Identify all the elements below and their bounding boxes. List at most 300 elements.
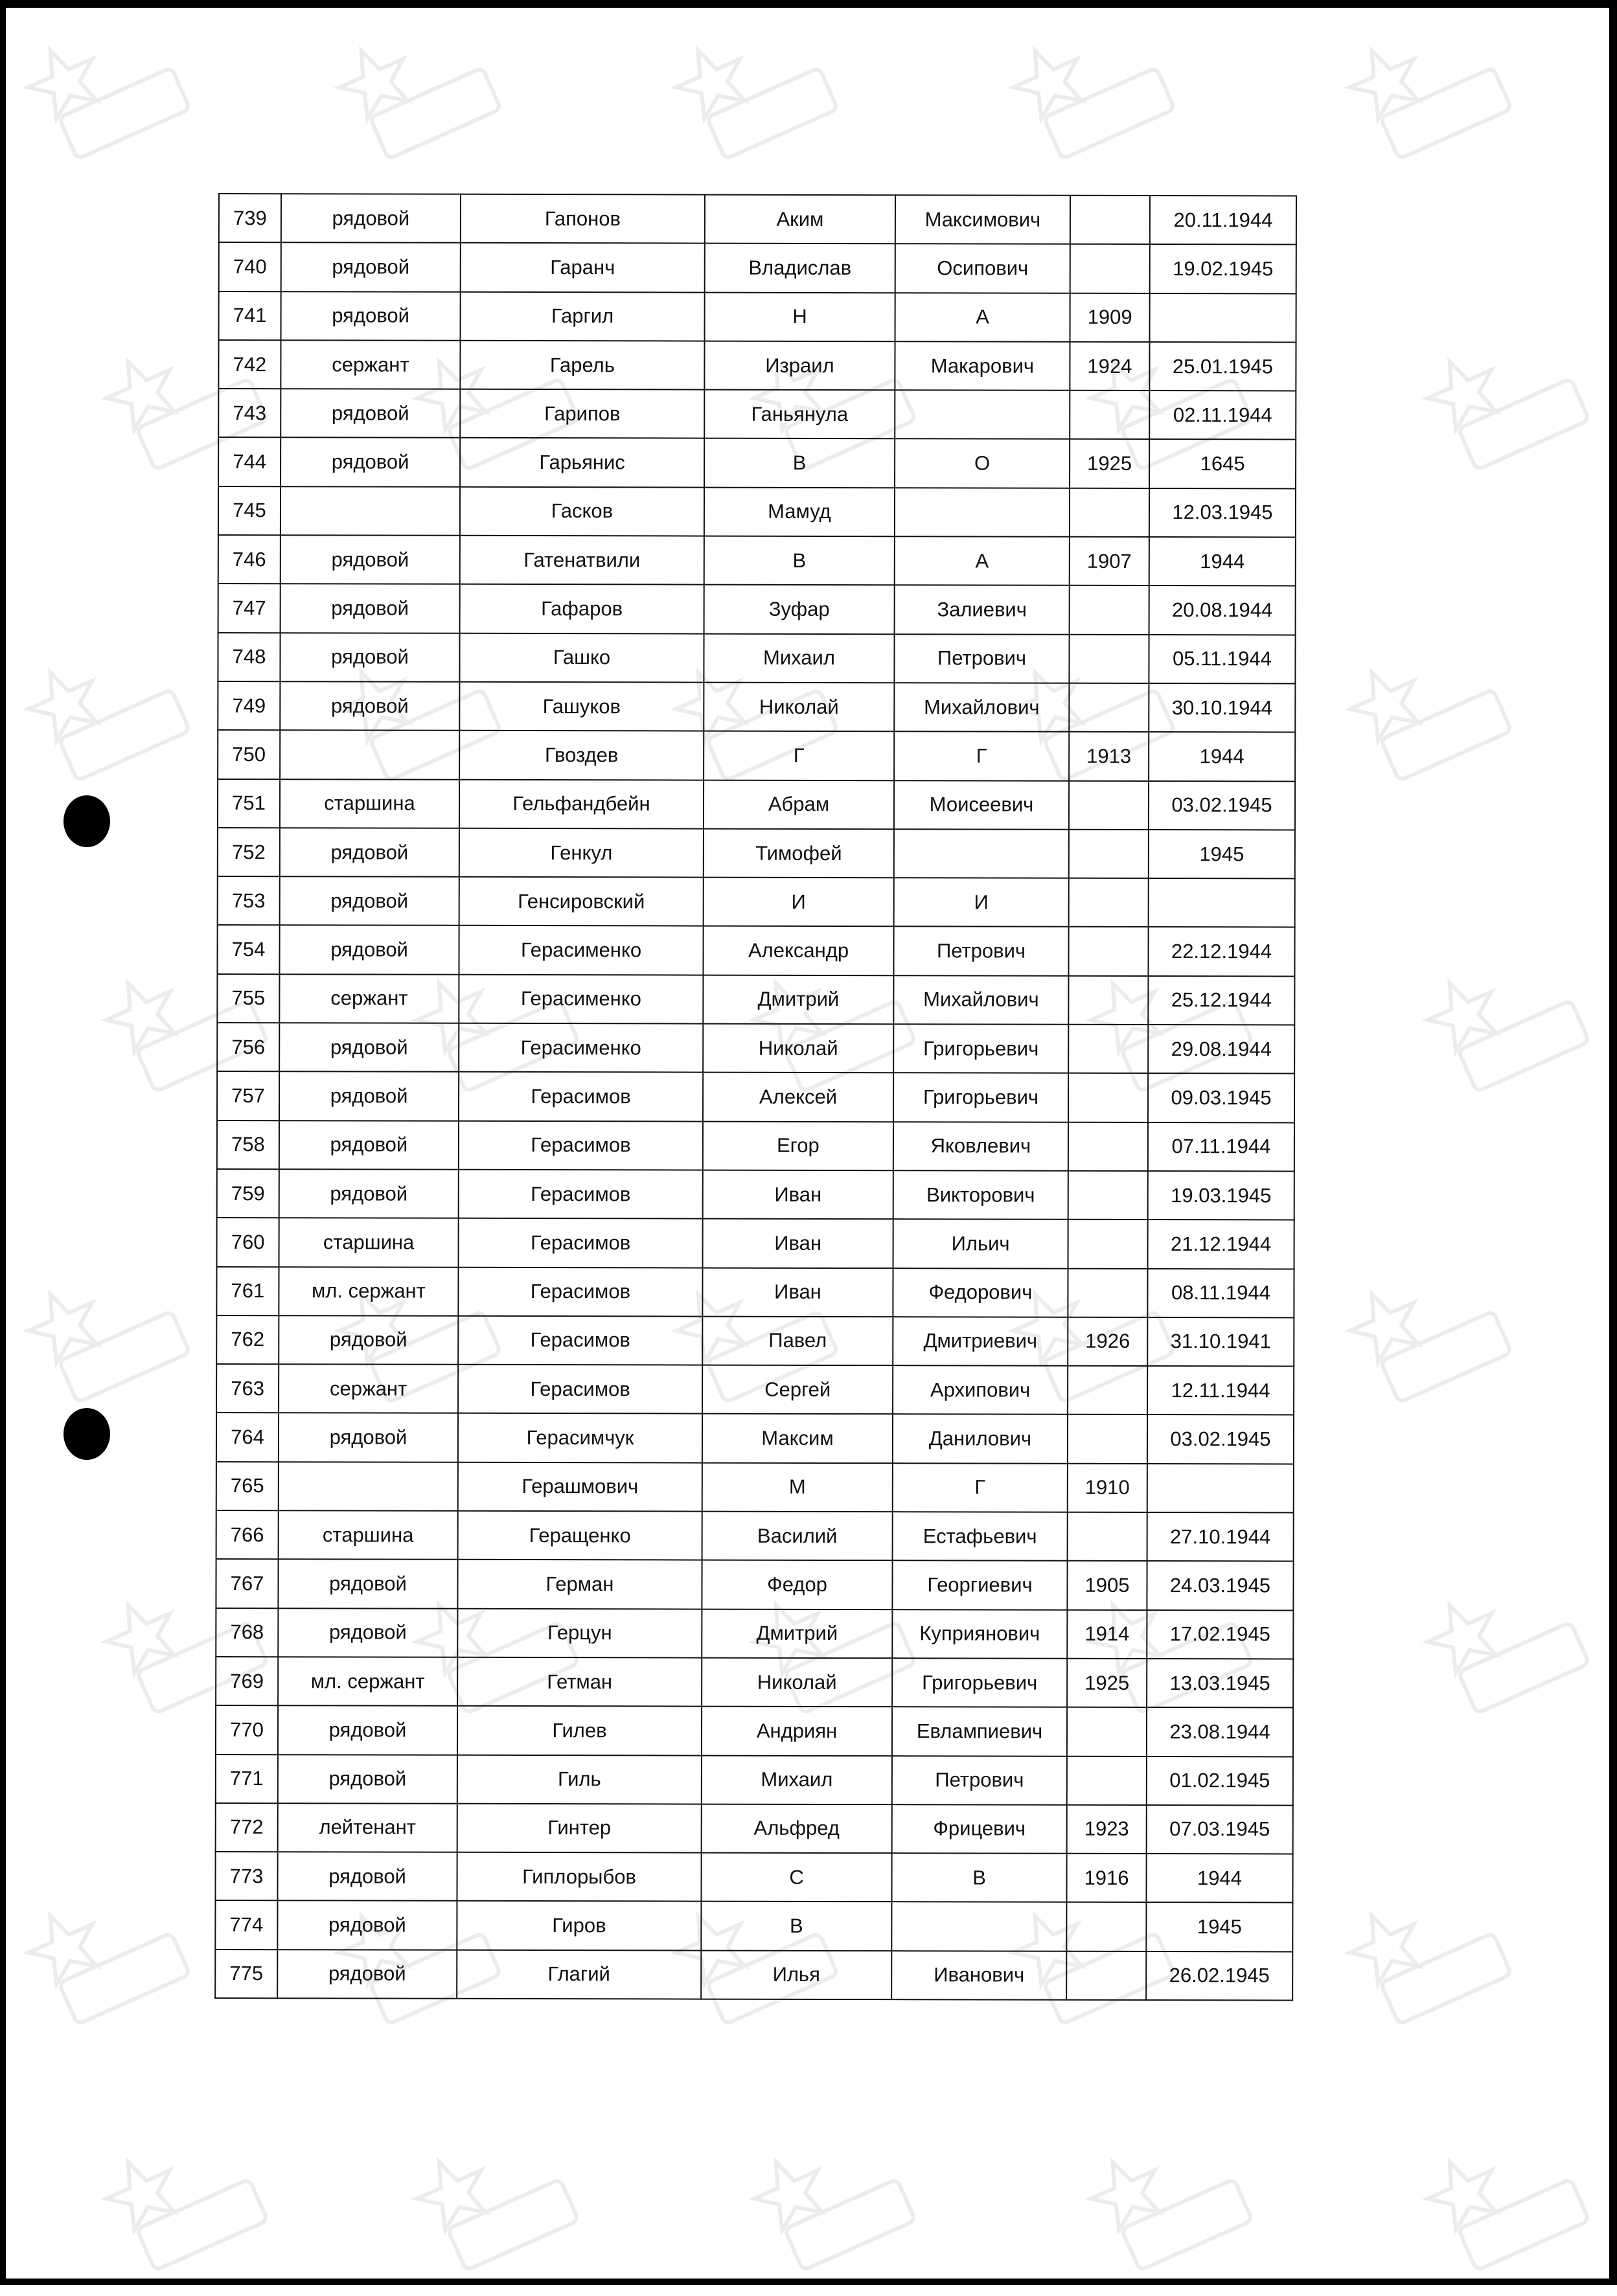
rank-cell (280, 730, 459, 779)
table-row (216, 1462, 1294, 1513)
birth-year-cell: 1926 (1068, 1317, 1147, 1367)
rank-cell: рядовой (278, 1560, 457, 1609)
patronymic-cell (895, 390, 1070, 439)
first-name-cell: И (704, 878, 894, 927)
birth-year-cell: 1925 (1070, 439, 1149, 488)
surname-cell: Герасимов (459, 1072, 703, 1121)
table-row (218, 779, 1295, 830)
surname-cell: Гвоздев (459, 731, 704, 780)
birth-year-cell (1069, 878, 1149, 927)
record-number-cell: 747 (218, 584, 281, 632)
birth-year-cell (1070, 585, 1149, 635)
record-number-cell: 761 (216, 1267, 279, 1315)
table-row (216, 1315, 1294, 1367)
first-name-cell: Г (704, 731, 894, 780)
table-row (217, 1023, 1294, 1074)
table-row (219, 242, 1296, 293)
first-name-cell: Тимофей (704, 828, 894, 878)
date-cell: 1645 (1149, 439, 1296, 488)
date-cell: 17.02.1945 (1147, 1610, 1293, 1659)
record-number-cell: 769 (216, 1657, 278, 1705)
surname-cell: Генкул (459, 828, 704, 878)
record-number-cell: 746 (218, 535, 281, 584)
record-number-cell: 768 (216, 1608, 278, 1657)
birth-year-cell: 1909 (1070, 293, 1150, 342)
first-name-cell: Израил (704, 341, 895, 390)
surname-cell: Герасимов (459, 1218, 703, 1267)
surname-cell: Герасимчук (458, 1413, 702, 1462)
table-row (219, 194, 1296, 245)
first-name-cell: Павел (702, 1316, 893, 1365)
surname-cell: Гатенатвили (460, 536, 704, 585)
date-cell: 19.03.1945 (1148, 1171, 1294, 1220)
birth-year-cell (1070, 391, 1149, 440)
rank-cell: рядовой (279, 1072, 459, 1121)
records-table (214, 193, 1297, 2001)
patronymic-cell: Григорьевич (893, 1073, 1068, 1122)
first-name-cell: Михаил (702, 1755, 892, 1804)
surname-cell: Герцун (457, 1608, 702, 1657)
date-cell: 1944 (1146, 1854, 1292, 1903)
record-number-cell: 762 (216, 1315, 279, 1364)
patronymic-cell: А (895, 536, 1070, 585)
rank-cell: рядовой (277, 1852, 457, 1901)
birth-year-cell (1068, 1122, 1148, 1171)
surname-cell: Гинтер (457, 1804, 702, 1853)
rank-cell: рядовой (280, 876, 459, 926)
first-name-cell: Егор (703, 1121, 893, 1170)
birth-year-cell: 1910 (1068, 1463, 1147, 1512)
rank-cell: старшина (280, 779, 459, 828)
surname-cell: Гасков (460, 487, 704, 536)
surname-cell: Гельфандбейн (459, 779, 704, 828)
surname-cell: Гапонов (461, 194, 705, 244)
birth-year-cell (1068, 927, 1148, 976)
record-number-cell: 757 (217, 1071, 279, 1120)
surname-cell: Геращенко (458, 1511, 702, 1560)
record-number-cell: 745 (218, 486, 281, 535)
surname-cell: Гарипов (460, 389, 704, 438)
record-number-cell: 765 (216, 1462, 279, 1510)
first-name-cell: В (704, 536, 895, 585)
surname-cell: Гарьянис (460, 438, 704, 487)
table-row (215, 1900, 1292, 1951)
surname-cell: Герасименко (459, 975, 703, 1024)
first-name-cell: Дмитрий (702, 1609, 892, 1658)
surname-cell: Герасименко (459, 1023, 703, 1073)
first-name-cell: Зуфар (704, 585, 895, 634)
table-row (218, 730, 1295, 781)
table-row (216, 1413, 1294, 1464)
record-number-cell: 763 (216, 1364, 279, 1413)
record-number-cell: 749 (218, 681, 280, 730)
surname-cell: Гаранч (461, 243, 705, 292)
surname-cell: Гафаров (460, 584, 704, 633)
patronymic-cell: Викторович (893, 1170, 1068, 1220)
birth-year-cell (1070, 196, 1150, 245)
birth-year-cell: 1925 (1067, 1659, 1147, 1708)
first-name-cell: Иван (703, 1219, 893, 1268)
first-name-cell: Андриян (702, 1707, 892, 1756)
record-number-cell: 755 (217, 974, 279, 1023)
birth-year-cell (1068, 976, 1148, 1025)
patronymic-cell: Данилович (893, 1415, 1068, 1464)
patronymic-cell: О (895, 439, 1070, 488)
surname-cell: Гаргил (461, 291, 705, 341)
first-name-cell: Федор (702, 1560, 892, 1609)
table-row (218, 340, 1296, 391)
patronymic-cell (895, 488, 1070, 537)
date-cell: 07.03.1945 (1147, 1805, 1293, 1854)
table-row (216, 1657, 1293, 1708)
surname-cell: Гетман (457, 1657, 702, 1707)
record-number-cell: 751 (218, 779, 280, 828)
date-cell: 1944 (1149, 537, 1296, 586)
patronymic-cell: Михайлович (894, 683, 1069, 732)
rank-cell: рядовой (281, 389, 460, 438)
surname-cell: Гашуков (459, 682, 704, 731)
date-cell: 05.11.1944 (1149, 635, 1295, 684)
first-name-cell: Иван (703, 1170, 893, 1220)
table-row (217, 1218, 1294, 1269)
birth-year-cell: 1916 (1066, 1854, 1146, 1903)
patronymic-cell: Петрович (893, 927, 1068, 976)
surname-cell: Гарель (460, 341, 704, 390)
birth-year-cell (1068, 1220, 1148, 1269)
rank-cell: рядовой (281, 438, 460, 487)
patronymic-cell: Дмитриевич (893, 1317, 1068, 1366)
table-row (218, 828, 1295, 879)
rank-cell: мл. сержант (278, 1657, 457, 1706)
rank-cell: рядовой (277, 1901, 457, 1950)
record-number-cell: 756 (217, 1023, 279, 1071)
table-row (216, 1803, 1293, 1854)
record-number-cell: 754 (217, 925, 279, 973)
table-row (217, 1071, 1294, 1122)
table-row (216, 1754, 1293, 1805)
record-number-cell: 774 (215, 1900, 277, 1949)
record-number-cell: 752 (218, 828, 280, 876)
patronymic-cell: Естафьевич (893, 1512, 1068, 1561)
birth-year-cell: 1907 (1070, 537, 1149, 586)
date-cell: 25.12.1944 (1148, 976, 1294, 1025)
record-number-cell: 764 (216, 1413, 279, 1461)
date-cell: 12.11.1944 (1147, 1366, 1294, 1415)
record-number-cell: 767 (216, 1559, 278, 1608)
rank-cell: рядовой (278, 1705, 457, 1755)
date-cell: 03.02.1945 (1149, 781, 1295, 830)
patronymic-cell: Осипович (895, 244, 1070, 293)
table-row (218, 389, 1296, 440)
first-name-cell: Максим (702, 1414, 893, 1463)
surname-cell: Герасимов (458, 1267, 702, 1316)
date-cell: 08.11.1944 (1147, 1269, 1294, 1318)
first-name-cell: Михаил (704, 633, 894, 683)
rank-cell: рядовой (281, 584, 460, 633)
table-row (216, 1559, 1293, 1610)
birth-year-cell (1068, 1073, 1148, 1122)
first-name-cell: Дмитрий (703, 975, 893, 1024)
surname-cell: Гиплорыбов (457, 1852, 701, 1902)
patronymic-cell: Иванович (891, 1951, 1066, 2000)
rank-cell: старшина (279, 1510, 458, 1560)
first-name-cell: Аким (705, 195, 895, 244)
surname-cell: Герасимов (458, 1316, 702, 1365)
rank-cell: сержант (281, 340, 460, 389)
rank-cell: рядовой (280, 633, 459, 682)
date-cell: 22.12.1944 (1148, 927, 1294, 976)
date-cell: 09.03.1945 (1148, 1073, 1294, 1122)
rank-cell: старшина (279, 1218, 459, 1267)
rank-cell (281, 486, 460, 536)
record-number-cell: 772 (216, 1803, 278, 1852)
birth-year-cell (1068, 1366, 1147, 1415)
rank-cell: рядовой (277, 1949, 457, 1999)
date-cell (1147, 1464, 1294, 1513)
first-name-cell: Владислав (705, 244, 895, 293)
birth-year-cell (1069, 830, 1149, 879)
table-row (216, 1705, 1293, 1756)
record-number-cell: 750 (218, 730, 280, 779)
record-number-cell: 742 (218, 340, 281, 389)
first-name-cell: Алексей (703, 1073, 893, 1122)
first-name-cell: Николай (704, 683, 894, 732)
date-cell: 01.02.1945 (1147, 1756, 1293, 1806)
table-row (215, 1852, 1292, 1903)
patronymic-cell: Ильич (893, 1219, 1068, 1268)
table-row (219, 291, 1296, 343)
table-row (218, 633, 1295, 684)
birth-year-cell (1069, 634, 1149, 683)
date-cell: 03.02.1945 (1147, 1415, 1294, 1464)
rank-cell: рядовой (278, 1608, 457, 1657)
surname-cell: Гилев (457, 1706, 702, 1755)
table-row (218, 876, 1295, 927)
date-cell (1149, 878, 1295, 927)
first-name-cell: В (704, 438, 895, 488)
patronymic-cell: Михайлович (893, 975, 1068, 1025)
table-row (218, 584, 1296, 635)
rank-cell: рядовой (281, 535, 460, 584)
first-name-cell: Альфред (702, 1804, 892, 1853)
patronymic-cell: Г (894, 731, 1069, 780)
date-cell: 24.03.1945 (1147, 1561, 1293, 1610)
birth-year-cell: 1923 (1067, 1805, 1147, 1854)
date-cell: 13.03.1945 (1147, 1659, 1293, 1708)
rank-cell: рядовой (279, 1120, 459, 1170)
first-name-cell: Мамуд (704, 487, 895, 536)
first-name-cell: М (702, 1462, 893, 1512)
first-name-cell: Абрам (704, 780, 894, 829)
date-cell: 20.11.1944 (1150, 196, 1296, 245)
surname-cell: Гашко (459, 633, 704, 682)
date-cell (1150, 293, 1296, 343)
record-number-cell: 775 (215, 1949, 277, 1998)
birth-year-cell: 1914 (1067, 1609, 1147, 1659)
surname-cell: Гиль (457, 1755, 702, 1804)
date-cell: 31.10.1941 (1147, 1317, 1294, 1367)
rank-cell: сержант (279, 974, 459, 1023)
rank-cell: рядовой (279, 1169, 459, 1218)
table-row (217, 1120, 1294, 1172)
date-cell: 12.03.1945 (1149, 488, 1296, 538)
first-name-cell: Николай (702, 1657, 892, 1707)
patronymic-cell: В (891, 1853, 1066, 1902)
record-number-cell: 753 (218, 876, 280, 925)
date-cell: 25.01.1945 (1149, 342, 1296, 391)
birth-year-cell (1066, 1951, 1146, 2000)
birth-year-cell (1068, 1025, 1148, 1074)
date-cell: 07.11.1944 (1148, 1122, 1294, 1172)
table-row (218, 681, 1295, 733)
patronymic-cell: Моисеевич (894, 780, 1069, 830)
table-row (217, 1169, 1294, 1220)
birth-year-cell: 1905 (1067, 1561, 1147, 1610)
patronymic-cell: Федорович (893, 1268, 1068, 1317)
table-row (218, 535, 1296, 586)
date-cell: 1944 (1149, 732, 1295, 781)
record-number-cell: 770 (216, 1705, 278, 1754)
rank-cell: рядовой (279, 1413, 458, 1462)
birth-year-cell (1068, 1512, 1147, 1562)
rank-cell (279, 1462, 458, 1511)
date-cell: 27.10.1944 (1147, 1512, 1294, 1562)
record-number-cell: 760 (217, 1218, 279, 1266)
birth-year-cell (1067, 1756, 1147, 1805)
record-number-cell: 759 (217, 1169, 279, 1218)
patronymic-cell: Григорьевич (892, 1658, 1067, 1707)
rank-cell: рядовой (280, 681, 459, 731)
rank-cell: рядовой (279, 1315, 458, 1365)
rank-cell: лейтенант (278, 1803, 457, 1852)
patronymic-cell: Яковлевич (893, 1122, 1068, 1171)
date-cell: 30.10.1944 (1149, 683, 1295, 733)
first-name-cell: Василий (702, 1512, 893, 1561)
punch-hole (63, 795, 110, 847)
record-number-cell: 773 (215, 1852, 277, 1900)
surname-cell: Герман (457, 1560, 702, 1609)
record-number-cell: 741 (219, 291, 281, 340)
record-number-cell: 758 (217, 1120, 279, 1169)
patronymic-cell: А (895, 293, 1070, 342)
table-row (216, 1267, 1294, 1318)
patronymic-cell: Григорьевич (893, 1024, 1068, 1073)
surname-cell: Глагий (457, 1949, 701, 1999)
birth-year-cell (1070, 244, 1150, 293)
rank-cell: сержант (279, 1364, 458, 1413)
date-cell: 29.08.1944 (1148, 1025, 1294, 1074)
date-cell: 21.12.1944 (1148, 1220, 1294, 1269)
record-number-cell: 740 (219, 242, 281, 291)
birth-year-cell: 1913 (1069, 732, 1149, 781)
first-name-cell: Илья (701, 1950, 891, 1999)
table-row (215, 1949, 1292, 2001)
first-name-cell: Ганьянула (704, 390, 895, 439)
table-row (217, 925, 1294, 976)
table-row (216, 1510, 1294, 1562)
birth-year-cell (1069, 780, 1149, 830)
date-cell: 1945 (1146, 1902, 1292, 1951)
first-name-cell: Сергей (702, 1365, 893, 1415)
rank-cell: рядовой (279, 926, 459, 975)
rank-cell: рядовой (278, 1755, 457, 1804)
birth-year-cell (1069, 683, 1149, 733)
table-row (216, 1364, 1294, 1415)
date-cell: 20.08.1944 (1149, 585, 1296, 635)
record-number-cell: 743 (218, 389, 281, 437)
date-cell: 02.11.1944 (1149, 391, 1296, 440)
patronymic-cell: Георгиевич (892, 1560, 1067, 1609)
surname-cell: Герасимов (459, 1120, 703, 1170)
rank-cell: рядовой (281, 194, 461, 243)
patronymic-cell: Петрович (894, 634, 1069, 683)
patronymic-cell: Г (893, 1463, 1068, 1512)
table-row (218, 486, 1296, 538)
records-table-body (215, 194, 1296, 2000)
table-row (218, 437, 1296, 488)
record-number-cell: 771 (216, 1754, 278, 1802)
surname-cell: Гиров (457, 1901, 701, 1950)
record-number-cell: 739 (219, 194, 281, 242)
patronymic-cell (894, 829, 1069, 878)
first-name-cell: В (701, 1902, 891, 1951)
record-number-cell: 748 (218, 633, 280, 681)
rank-cell: рядовой (281, 242, 461, 291)
surname-cell: Герашмович (458, 1462, 702, 1511)
patronymic-cell: И (894, 878, 1069, 927)
birth-year-cell (1068, 1415, 1147, 1464)
date-cell: 23.08.1944 (1147, 1707, 1293, 1756)
rank-cell: мл. сержант (279, 1267, 458, 1316)
first-name-cell: Николай (703, 1024, 893, 1073)
patronymic-cell: Куприянович (892, 1609, 1067, 1659)
rank-cell: рядовой (281, 291, 461, 341)
patronymic-cell: Максимович (895, 195, 1070, 244)
date-cell: 26.02.1945 (1146, 1951, 1292, 2001)
table-row (217, 974, 1294, 1025)
table-row (216, 1608, 1293, 1659)
patronymic-cell: Фрицевич (892, 1804, 1067, 1854)
rank-cell: рядовой (280, 828, 459, 877)
date-cell: 1945 (1149, 830, 1295, 879)
patronymic-cell: Петрович (892, 1756, 1067, 1805)
first-name-cell: Александр (703, 926, 893, 975)
first-name-cell: Иван (702, 1267, 893, 1317)
birth-year-cell (1068, 1268, 1147, 1317)
first-name-cell: Н (705, 292, 895, 341)
date-cell: 19.02.1945 (1150, 244, 1296, 293)
patronymic-cell: Макарович (895, 341, 1070, 391)
surname-cell: Генсировский (459, 877, 704, 926)
record-number-cell: 744 (218, 437, 281, 486)
punch-hole (63, 1408, 110, 1460)
birth-year-cell (1068, 1171, 1148, 1220)
surname-cell: Герасимов (459, 1170, 703, 1219)
rank-cell: рядовой (279, 1023, 459, 1072)
patronymic-cell (891, 1902, 1066, 1951)
birth-year-cell: 1924 (1070, 342, 1149, 391)
patronymic-cell: Архипович (893, 1365, 1068, 1415)
birth-year-cell (1066, 1902, 1146, 1951)
birth-year-cell (1070, 488, 1149, 538)
birth-year-cell (1067, 1707, 1147, 1756)
patronymic-cell: Залиевич (895, 585, 1070, 635)
surname-cell: Герасименко (459, 926, 703, 975)
first-name-cell: С (701, 1853, 891, 1902)
surname-cell: Герасимов (458, 1365, 702, 1414)
patronymic-cell: Евлампиевич (892, 1707, 1067, 1756)
record-number-cell: 766 (216, 1510, 279, 1559)
